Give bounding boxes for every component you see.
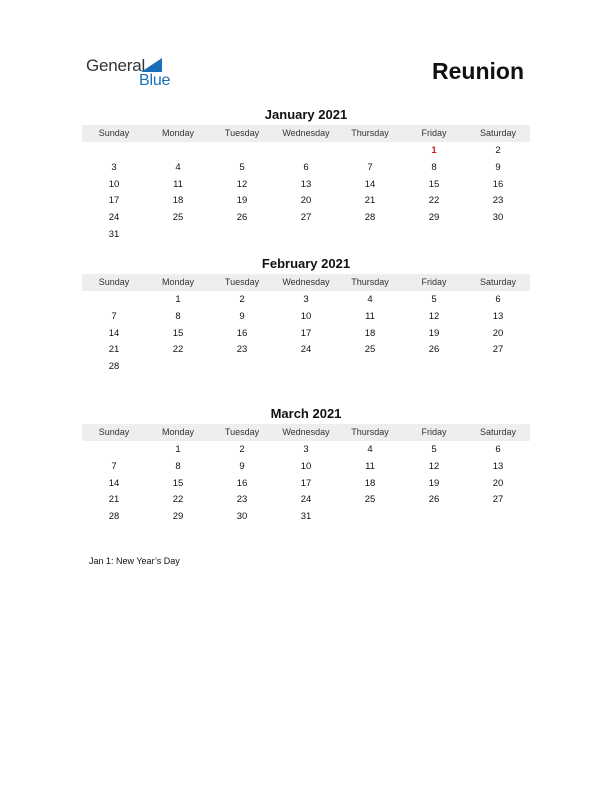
week-row — [82, 475, 530, 492]
day-cell: 21 — [108, 494, 120, 506]
generalblue-logo — [86, 56, 186, 92]
month-calendar — [82, 255, 530, 375]
weekday-label: Saturday — [479, 277, 517, 287]
day-cell — [466, 226, 530, 243]
weekday-label: Thursday — [351, 128, 389, 138]
day-cell: 4 — [367, 444, 373, 455]
day-cell: 2 — [239, 444, 245, 455]
day-cell: 5 — [431, 294, 437, 305]
day-cell: 17 — [300, 477, 312, 489]
day-cell: 11 — [173, 178, 183, 190]
day-cell: 11 — [365, 310, 375, 322]
day-cell: 26 — [428, 344, 440, 356]
day-cell: 29 — [172, 511, 184, 523]
day-cell: 12 — [236, 178, 248, 190]
weekday-label: Tuesday — [224, 277, 260, 287]
day-cell: 4 — [175, 161, 181, 173]
day-cell: 10 — [300, 460, 312, 472]
week-row — [82, 358, 530, 375]
weekday-label: Wednesday — [282, 128, 330, 138]
weekday-label: Thursday — [351, 427, 389, 437]
day-cell: 6 — [495, 444, 501, 455]
week-row — [82, 341, 530, 358]
day-cell: 18 — [364, 477, 376, 489]
day-cell: 3 — [111, 161, 117, 173]
day-cell: 2 — [495, 145, 501, 156]
weekday-label: Monday — [161, 277, 195, 287]
day-cell: 19 — [236, 195, 248, 207]
week-row — [82, 142, 530, 159]
day-cell: 23 — [236, 494, 248, 506]
day-cell — [402, 508, 466, 525]
weekday-label: Friday — [421, 277, 447, 287]
day-cell: 28 — [108, 361, 120, 373]
day-cell: 5 — [431, 444, 437, 455]
day-cell: 24 — [300, 344, 312, 356]
day-cell: 7 — [111, 310, 117, 322]
logo-general-text: General — [86, 56, 146, 75]
day-cell: 28 — [364, 212, 376, 224]
day-cell: 31 — [300, 511, 312, 523]
week-row — [82, 508, 530, 525]
day-cell — [146, 358, 210, 375]
day-cell: 15 — [172, 327, 184, 339]
day-cell — [338, 226, 402, 243]
day-cell: 1 — [175, 444, 181, 455]
day-cell: 2 — [239, 294, 245, 305]
day-cell — [210, 226, 274, 243]
day-cell: 3 — [303, 444, 309, 455]
weekday-label: Thursday — [351, 277, 389, 287]
day-cell: 20 — [492, 477, 504, 489]
day-cell: 17 — [108, 195, 120, 207]
day-cell: 13 — [300, 178, 312, 190]
day-cell: 27 — [492, 344, 504, 356]
day-cell: 18 — [364, 327, 376, 339]
day-cell: 20 — [492, 327, 504, 339]
day-cell: 23 — [492, 195, 504, 207]
day-cell: 9 — [239, 460, 245, 472]
day-cell — [466, 508, 530, 525]
logo-blue-text: Blue — [139, 72, 171, 89]
day-cell: 1 — [431, 145, 437, 156]
month-title: February 2021 — [261, 256, 351, 271]
weekday-label: Sunday — [98, 427, 130, 437]
day-cell: 13 — [492, 460, 504, 472]
day-cell: 18 — [172, 195, 184, 207]
holiday-notes — [89, 556, 180, 566]
weekday-label: Sunday — [98, 128, 130, 138]
day-cell: 14 — [108, 327, 120, 339]
weekday-label: Saturday — [479, 427, 517, 437]
day-cell: 11 — [365, 460, 375, 472]
day-cell: 21 — [108, 344, 120, 356]
holiday-note: Jan 1: New Year’s Day — [89, 556, 180, 566]
day-cell: 4 — [367, 294, 373, 305]
day-cell — [210, 142, 274, 159]
day-cell: 25 — [364, 494, 376, 506]
weekday-label: Wednesday — [282, 277, 330, 287]
day-cell: 13 — [492, 310, 504, 322]
weekday-label: Saturday — [479, 128, 517, 138]
day-cell: 30 — [236, 511, 248, 523]
day-cell: 12 — [428, 310, 440, 322]
day-cell: 6 — [495, 294, 501, 305]
day-cell — [146, 142, 210, 159]
week-row — [82, 226, 530, 243]
month-calendar — [82, 106, 530, 243]
day-cell: 16 — [492, 178, 504, 190]
day-cell: 25 — [364, 344, 376, 356]
day-cell — [274, 142, 338, 159]
day-cell — [338, 358, 402, 375]
day-cell — [338, 142, 402, 159]
week-row — [82, 159, 530, 176]
day-cell: 21 — [364, 195, 376, 207]
day-cell: 31 — [108, 228, 120, 240]
day-cell: 7 — [111, 460, 117, 472]
weekday-label: Friday — [421, 427, 447, 437]
day-cell — [274, 358, 338, 375]
week-row — [82, 441, 530, 458]
day-cell: 19 — [428, 327, 440, 339]
weekday-label: Wednesday — [282, 427, 330, 437]
day-cell: 10 — [108, 178, 120, 190]
day-cell: 26 — [236, 212, 248, 224]
day-cell: 6 — [303, 161, 309, 173]
day-cell: 28 — [108, 511, 120, 523]
logo-triangle-icon — [141, 58, 162, 72]
week-row — [82, 325, 530, 342]
day-cell: 30 — [492, 212, 504, 224]
weekday-header-row — [82, 274, 530, 291]
day-cell: 8 — [175, 310, 181, 322]
day-cell — [210, 358, 274, 375]
month-title: March 2021 — [270, 406, 342, 421]
day-cell: 5 — [239, 161, 245, 173]
day-cell: 7 — [367, 161, 373, 173]
day-cell — [338, 508, 402, 525]
week-row — [82, 458, 530, 475]
day-cell: 29 — [428, 212, 440, 224]
day-cell: 12 — [428, 460, 440, 472]
week-row — [82, 209, 530, 226]
day-cell: 15 — [428, 178, 440, 190]
day-cell: 23 — [236, 344, 248, 356]
day-cell: 15 — [172, 477, 184, 489]
weekday-label: Sunday — [98, 277, 130, 287]
day-cell: 25 — [172, 212, 184, 224]
weekday-label: Monday — [161, 128, 195, 138]
country-title: Reunion — [432, 58, 524, 84]
day-cell: 27 — [492, 494, 504, 506]
weekday-label: Friday — [421, 128, 447, 138]
day-cell — [82, 142, 146, 159]
week-row — [82, 176, 530, 193]
weekday-label: Tuesday — [224, 128, 260, 138]
week-row — [82, 291, 530, 308]
week-row — [82, 192, 530, 209]
day-cell: 10 — [300, 310, 312, 322]
day-cell: 9 — [239, 310, 245, 322]
day-cell: 14 — [364, 178, 376, 190]
day-cell: 3 — [303, 294, 309, 305]
day-cell — [402, 226, 466, 243]
week-row — [82, 491, 530, 508]
weekday-header-row — [82, 424, 530, 441]
day-cell — [146, 226, 210, 243]
day-cell: 24 — [108, 212, 120, 224]
day-cell: 24 — [300, 494, 312, 506]
day-cell — [82, 441, 146, 458]
day-cell: 27 — [300, 212, 312, 224]
day-cell: 1 — [175, 294, 181, 305]
month-calendar — [82, 405, 530, 525]
day-cell: 20 — [300, 195, 312, 207]
day-cell: 8 — [431, 161, 437, 173]
day-cell: 22 — [172, 344, 184, 356]
day-cell: 9 — [495, 161, 501, 173]
day-cell: 22 — [172, 494, 184, 506]
day-cell: 14 — [108, 477, 120, 489]
day-cell — [274, 226, 338, 243]
weekday-label: Monday — [161, 427, 195, 437]
day-cell: 19 — [428, 477, 440, 489]
day-cell — [466, 358, 530, 375]
day-cell: 8 — [175, 460, 181, 472]
day-cell: 22 — [428, 195, 440, 207]
day-cell: 16 — [236, 477, 248, 489]
day-cell — [402, 358, 466, 375]
day-cell: 16 — [236, 327, 248, 339]
weekday-header-row — [82, 125, 530, 142]
day-cell: 26 — [428, 494, 440, 506]
day-cell: 17 — [300, 327, 312, 339]
month-title: January 2021 — [264, 107, 348, 122]
week-row — [82, 308, 530, 325]
day-cell — [82, 291, 146, 308]
weekday-label: Tuesday — [224, 427, 260, 437]
